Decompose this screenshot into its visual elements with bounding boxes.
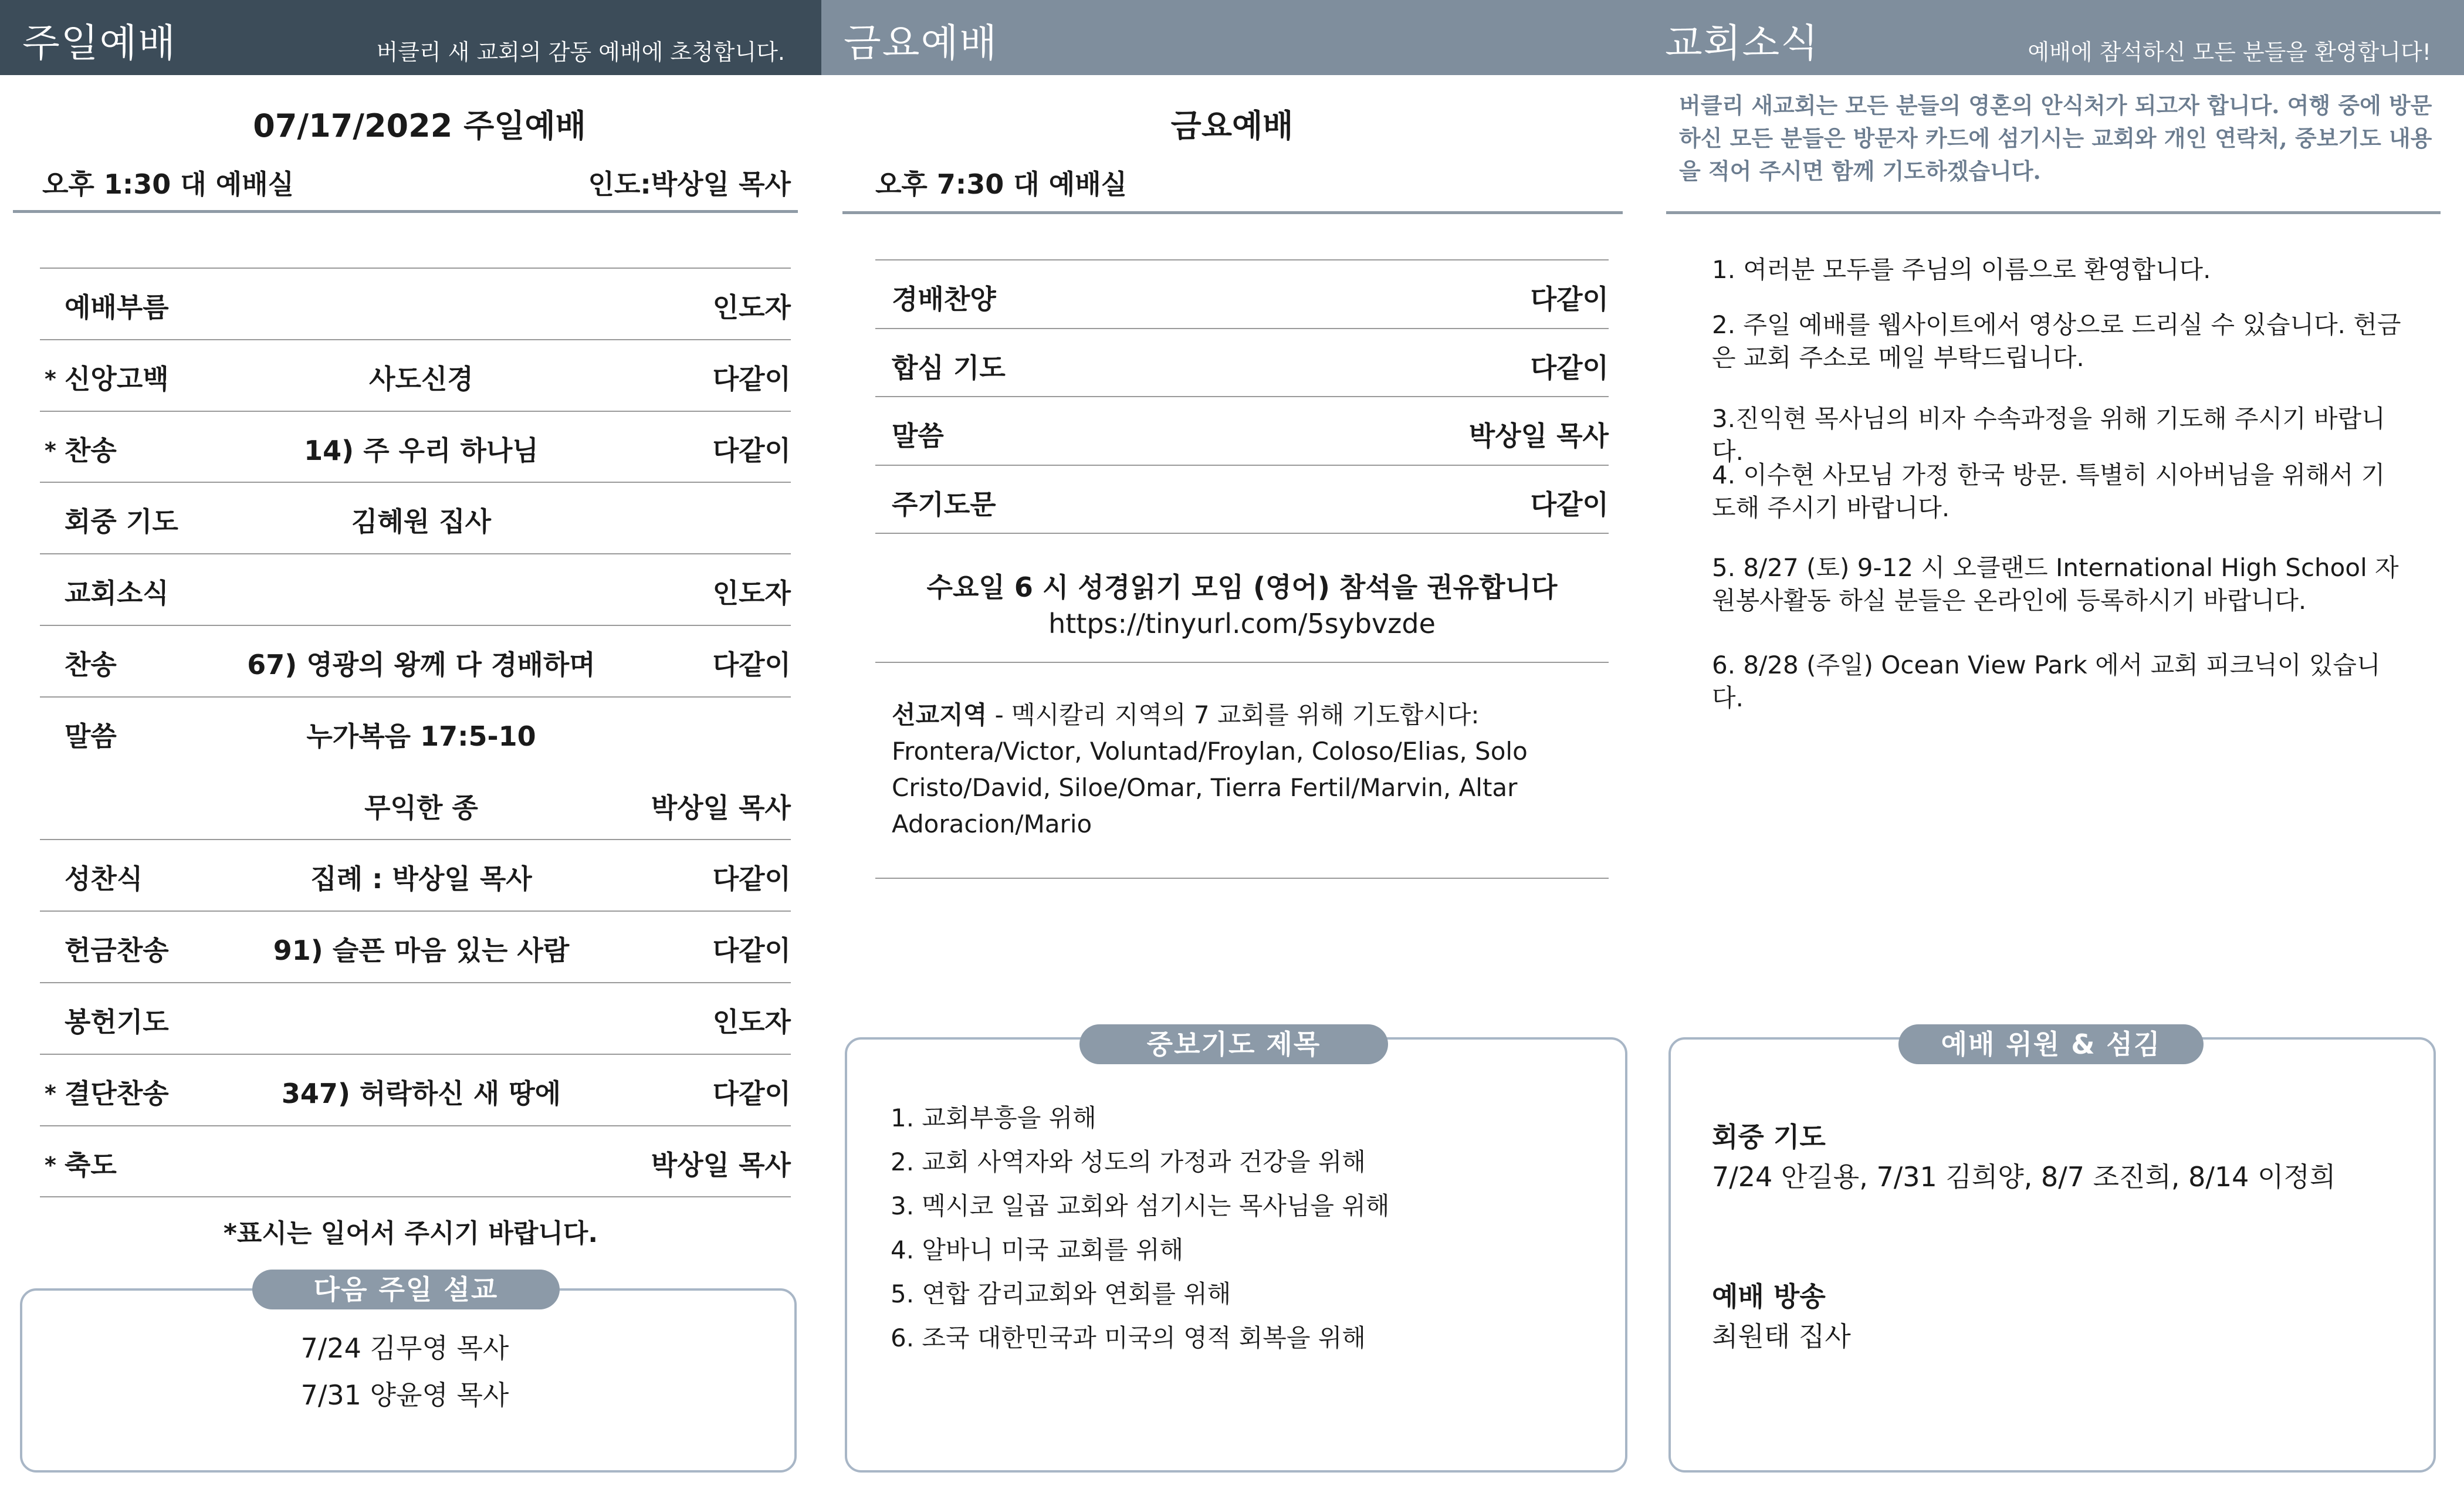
friday-item-leader: 다같이 [1530,351,1609,384]
divider [875,533,1609,534]
worship-item-detail: 14) 주 우리 하나님 [304,434,539,466]
news-item: 3.진익현 목사님의 비자 수속과정을 위해 기도해 주시기 바랍니다. [1712,404,2385,466]
prayer-title: 중보기도 제목 [1079,1024,1388,1064]
prayer-list [891,1096,1389,1360]
friday-item-leader: 다같이 [1530,488,1609,520]
sunday-header-divider [13,210,798,213]
news-item: 4. 이수현 사모님 가정 한국 방문. 특별히 시아버님을 위해서 기도해 주시기 바랍니다. [1712,461,2385,522]
prayer-item: 4. 알바니 미국 교회를 위해 [891,1236,1184,1264]
congregational-prayer-text: 7/24 안길용, 7/31 김희양, 8/7 조진희, 8/14 이정희 [1712,1161,2336,1193]
worship-item-leader: 박상일 목사 [651,791,791,824]
worship-item-detail: 사도신경 [369,363,473,395]
friday-header-title: 금요예배 [844,21,999,66]
worship-item-label: 찬송 [65,649,117,681]
worship-item-label: 회중 기도 [65,506,178,538]
friday-row [875,259,1609,329]
worship-item-label: 찬송 [65,434,117,466]
news-item: 6. 8/28 (주일) Ocean View Park 에서 교회 피크닉이 있습니다. [1712,651,2381,712]
prayer-item: 6. 조국 대한민국과 미국의 영적 회복을 위해 [891,1324,1366,1352]
sunday-header [0,0,821,75]
standing-mark: * [45,1080,56,1106]
prayer-item: 1. 교회부흥을 위해 [891,1104,1096,1132]
standing-note: *표시는 일어서 주시기 바랍니다. [223,1219,598,1248]
friday-header [821,0,1643,75]
sunday-header-title: 주일예배 [22,21,177,66]
friday-item-leader: 박상일 목사 [1468,420,1609,452]
friday-item-label: 합심 기도 [892,351,1006,384]
news-header-divider [1666,211,2441,214]
friday-item-label: 주기도문 [892,488,996,520]
news-intro: 버클리 새교회는 모든 분들의 영혼의 안식처가 되고자 합니다. 여행 중에 방문하신 모든 분들은 방문자 카드에 섬기시는 교회와 개인 연락처, 중보기도 내용을 적어 주시면 함께 기도하겠습니다. [1679,92,2432,184]
worship-row [40,339,791,410]
sunday-time-place: 오후 1:30 대 예배실 [42,168,295,200]
worship-item-leader: 다같이 [712,1077,791,1109]
worship-item-detail: 67) 영광의 왕께 다 경배하며 [247,649,595,681]
worship-item-label: 성찬식 [65,863,143,895]
worship-item-label: 교회소식 [65,577,169,610]
friday-item-leader: 다같이 [1530,283,1609,315]
friday-row [875,465,1609,534]
friday-announcement: 수요일 6 시 성경읽기 모임 (영어) 참석을 권유합니다 [926,571,1558,603]
broadcast-text: 최원태 집사 [1712,1321,1851,1352]
worship-row [40,553,791,624]
worship-item-detail: 무익한 종 [364,791,478,824]
friday-row [875,328,1609,397]
news-item: 1. 여러분 모두를 주님의 이름으로 환영합니다. [1712,255,2211,284]
friday-title: 금요예배 [1170,107,1294,144]
next-sermon-title: 다음 주일 설교 [252,1270,560,1309]
worship-item-label: 결단찬송 [65,1077,169,1109]
broadcast-label: 예배 방송 [1712,1281,1826,1312]
worship-item-detail: 누가복음 17:5-10 [306,720,536,752]
worship-row [40,911,791,981]
friday-time-place: 오후 7:30 대 예배실 [875,168,1128,200]
friday-item-label: 경배찬양 [892,283,996,315]
sunday-leader: 인도:박상일 목사 [588,168,791,200]
worship-row [40,482,791,553]
worship-row [40,768,791,839]
next-sermon-line: 7/24 김무영 목사 [300,1332,509,1364]
worship-item-leader: 다같이 [712,863,791,895]
friday-header-divider [842,211,1623,214]
worship-item-label: 봉헌기도 [65,1006,169,1038]
worship-item-leader: 인도자 [712,577,791,610]
standing-mark: * [45,437,56,463]
worship-row [40,982,791,1053]
sunday-date-title: 07/17/2022 주일예배 [253,107,586,144]
news-item: 2. 주일 예배를 웹사이트에서 영상으로 드리실 수 있습니다. 헌금은 교회 주소로 메일 부탁드립니다. [1712,310,2401,372]
worship-item-leader: 다같이 [712,935,791,967]
worship-row [40,268,791,339]
worship-item-label: 말씀 [65,720,117,752]
worship-row [40,696,791,767]
worship-item-leader: 다같이 [712,649,791,681]
worship-item-label: 신앙고백 [65,363,169,395]
worship-item-label: 축도 [65,1149,117,1181]
prayer-item: 3. 멕시코 일곱 교회와 섬기시는 목사님을 위해 [891,1192,1390,1220]
worship-row [40,1125,791,1196]
worship-item-label: 예배부름 [65,292,169,323]
worship-item-detail: 집례 : 박상일 목사 [310,863,532,895]
worship-item-detail: 김혜원 집사 [351,506,492,538]
divider [875,878,1609,879]
servants-box [1668,1037,2436,1473]
friday-row [875,396,1609,465]
standing-mark: * [45,365,56,392]
worship-item-leader: 다같이 [712,363,791,395]
worship-item-detail: 347) 허락하신 새 땅에 [281,1077,561,1109]
prayer-item: 2. 교회 사역자와 성도의 가정과 건강을 위해 [891,1148,1366,1176]
worship-row [40,625,791,696]
news-header-subtitle: 예배에 참석하신 모든 분들을 환영합니다! [2028,39,2431,65]
mission-label: 선교지역 [892,700,987,729]
worship-row [40,411,791,482]
mission-text: - 멕시칼리 지역의 7 교회를 위해 기도합시다: Frontera/Victor, Voluntad/Froylan, Coloso/Elias, Solo Cristo/David, Siloe/Omar, Tierra Fertil/Marvin, Altar Adoracion/Mario [892,700,1528,838]
standing-mark: * [45,1152,56,1178]
worship-item-leader: 박상일 목사 [651,1149,791,1181]
sunday-header-subtitle: 버클리 새 교회의 감동 예배에 초청합니다. [376,39,785,65]
bible-reading-link[interactable]: https://tinyurl.com/5sybvzde [1048,608,1436,639]
worship-item-label: 헌금찬송 [65,935,169,967]
news-header-title: 교회소식 [1665,21,1820,66]
worship-row [40,839,791,910]
friday-item-label: 말씀 [892,420,944,452]
news-header [1643,0,2464,75]
worship-row [40,1054,791,1125]
congregational-prayer-label: 회중 기도 [1712,1121,1826,1153]
prayer-item: 5. 연합 감리교회와 연회를 위해 [891,1280,1231,1308]
worship-item-leader: 다같이 [712,434,791,466]
news-item: 5. 8/27 (토) 9-12 시 오클랜드 International High School 자원봉사활동 하실 분들은 온라인에 등록하시기 바랍니다. [1712,553,2399,615]
worship-item-leader: 인도자 [712,1006,791,1038]
divider [40,1196,791,1197]
mission-region [892,697,1566,842]
divider [875,662,1609,663]
servants-title: 예배 위원 & 섬김 [1898,1024,2204,1064]
next-sermon-line: 7/31 양윤영 목사 [300,1379,509,1411]
worship-item-detail: 91) 슬픈 마음 있는 사람 [273,935,570,967]
worship-item-leader: 인도자 [712,292,791,323]
